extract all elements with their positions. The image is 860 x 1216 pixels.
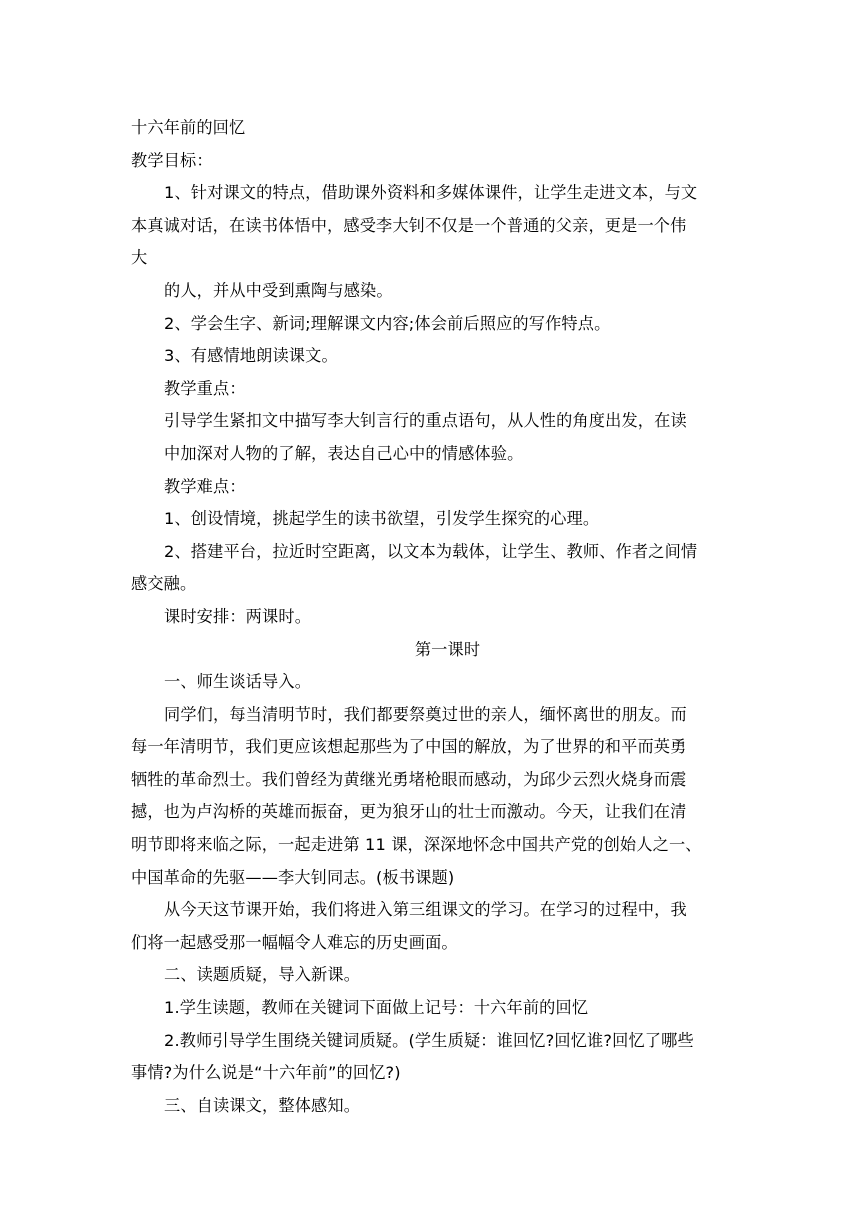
paragraph-line: 撼，也为卢沟桥的英雄而振奋，更为狼牙山的壮士而激动。今天，让我们在清 — [131, 802, 687, 822]
paragraph-line: 明节即将来临之际，一起走进第 11 课，深深地怀念中国共产党的创始人之一、 — [131, 835, 702, 855]
paragraph-line: 从今天这节课开始，我们将进入第三组课文的学习。在学习的过程中，我 — [164, 900, 687, 920]
document-body — [131, 112, 731, 1122]
section-heading-reading: 二、读题质疑，导入新课。 — [164, 965, 361, 985]
paragraph-line: 3、有感情地朗读课文。 — [164, 346, 338, 366]
paragraph-line: 2.教师引导学生围绕关键词质疑。(学生质疑：谁回忆?回忆谁?回忆了哪些 — [164, 1030, 694, 1050]
paragraph-line: 每一年清明节，我们更应该想起那些为了中国的解放，为了世界的和平而英勇 — [131, 737, 687, 757]
paragraph-line: 引导学生紧扣文中描写李大钊言行的重点语句，从人性的角度出发，在读 — [164, 411, 687, 431]
section-heading-intro: 一、师生谈话导入。 — [164, 672, 312, 692]
section-heading-self-reading: 三、自读课文，整体感知。 — [164, 1095, 361, 1115]
paragraph-line: 课时安排：两课时。 — [164, 606, 312, 626]
section-heading-difficulties: 教学难点： — [164, 476, 246, 496]
paragraph-line: 们将一起感受那一幅幅令人难忘的历史画面。 — [131, 932, 458, 952]
paragraph-line: 2、搭建平台，拉近时空距离，以文本为载体，让学生、教师、作者之间情 — [164, 541, 698, 561]
paragraph-line: 事情?为什么说是“十六年前”的回忆?) — [131, 1063, 401, 1083]
paragraph-line: 中加深对人物的了解，表达自己心中的情感体验。 — [164, 443, 524, 463]
paragraph-line: 大 — [131, 248, 148, 268]
document-title: 十六年前的回忆 — [131, 118, 246, 137]
section-heading-key-points: 教学重点： — [164, 378, 246, 398]
lesson-heading: 第一课时 — [414, 639, 481, 659]
paragraph-line: 感交融。 — [131, 574, 197, 594]
paragraph-line: 的人，并从中受到熏陶与感染。 — [164, 280, 393, 300]
section-heading-objectives: 教学目标： — [131, 150, 213, 170]
paragraph-line: 1、创设情境，挑起学生的读书欲望，引发学生探究的心理。 — [164, 509, 600, 529]
paragraph-line: 同学们，每当清明节时，我们都要祭奠过世的亲人，缅怀离世的朋友。而 — [164, 704, 687, 724]
paragraph-line: 1、针对课文的特点，借助课外资料和多媒体课件，让学生走进文本，与文 — [164, 183, 698, 203]
paragraph-line: 1.学生读题，教师在关键词下面做上记号：十六年前的回忆 — [164, 998, 589, 1018]
paragraph-line: 2、学会生字、新词;理解课文内容;体会前后照应的写作特点。 — [164, 313, 611, 333]
paragraph-line: 中国革命的先驱——李大钊同志。(板书课题) — [131, 867, 455, 887]
paragraph-line: 本真诚对话，在读书体悟中，感受李大钊不仅是一个普通的父亲，更是一个伟 — [131, 215, 687, 235]
paragraph-line: 牺牲的革命烈士。我们曾经为黄继光勇堵枪眼而感动，为邱少云烈火烧身而震 — [131, 769, 687, 789]
